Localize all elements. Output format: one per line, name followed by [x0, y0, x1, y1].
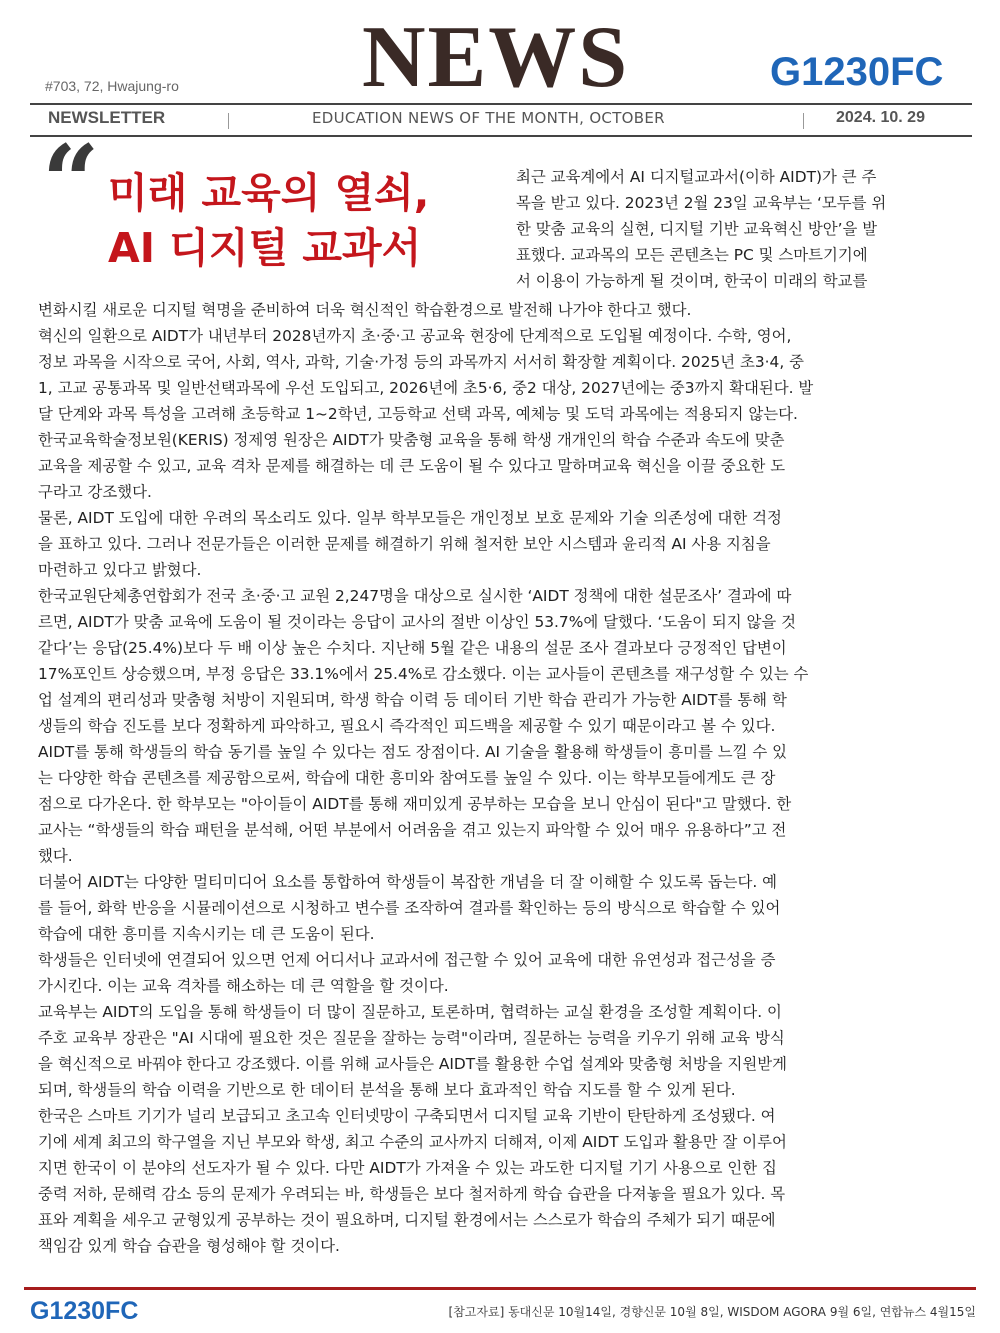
body-line: 주호 교육부 장관은 "AI 시대에 필요한 것은 질문을 잘하는 능력"이라며, 질문하는 능력을 키우기 위해 교육 방식 — [38, 1029, 785, 1047]
headline-line: 미래 교육의 열쇠, — [108, 169, 430, 217]
body-line: AIDT를 통해 학생들의 학습 동기를 높일 수 있다는 점도 장점이다. AI 기술을 활용해 학생들이 흥미를 느낄 수 있 — [38, 743, 788, 761]
masthead — [0, 0, 1000, 140]
section-label: NEWSLETTER — [48, 108, 166, 127]
bar-divider — [228, 113, 229, 129]
body-line: 기에 세계 최고의 학구열을 지닌 부모와 학생, 최고 수준의 교사까지 더해져, 이제 AIDT 도입과 활용만 잘 이루어 — [38, 1133, 787, 1151]
body-line: 같다’는 응답(25.4%)보다 두 배 이상 높은 수치다. 지난해 5월 같은 내용의 설문 조사 결과보다 긍정적인 답변이 — [38, 639, 787, 657]
footer-brand-logo: G1230FC — [30, 1297, 139, 1325]
body-line: 한국교육학술정보원(KERIS) 정제영 원장은 AIDT가 맞춤형 교육을 통해 학생 개개인의 학습 수준과 속도에 맞춘 — [38, 431, 785, 449]
body-line: 지면 한국이 이 분야의 선도자가 될 수 있다. 다만 AIDT가 가져올 수 있는 과도한 디지털 기기 사용으로 인한 집 — [38, 1159, 777, 1177]
brand-logo: G1230FC — [770, 50, 944, 94]
body-line: 가시킨다. 이는 교육 격차를 해소하는 데 큰 역할을 할 것이다. — [38, 977, 449, 995]
issue-date: 2024. 10. 29 — [836, 109, 925, 126]
body-line: 17%포인트 상승했으며, 부정 응답은 33.1%에서 25.4%로 감소했다. 이는 교사들이 콘텐츠를 재구성할 수 있는 수 — [38, 665, 809, 683]
address-text: #703, 72, Hwajung-ro — [45, 78, 179, 94]
body-line: 혁신의 일환으로 AIDT가 내년부터 2028년까지 초·중·고 공교육 현장에 단계적으로 도입될 예정이다. 수학, 영어, — [38, 327, 792, 345]
body-line: 를 들어, 화학 반응을 시뮬레이션으로 시청하고 변수를 조작하여 결과를 확인하는 등의 방식으로 학습할 수 있어 — [38, 899, 781, 917]
body-line: 변화시킬 새로운 디지털 혁명을 준비하여 더욱 혁신적인 학습환경으로 발전해 나가야 한다고 했다. — [38, 301, 692, 319]
body-line: 물론, AIDT 도입에 대한 우려의 목소리도 있다. 일부 학부모들은 개인정보 보호 문제와 기술 의존성에 대한 걱정 — [38, 509, 782, 527]
body-line: 달 단계와 과목 특성을 고려해 초등학교 1~2학년, 고등학교 선택 과목, 예체능 및 도덕 과목에는 적용되지 않는다. — [38, 405, 798, 423]
intro-line: 목을 받고 있다. 2023년 2월 23일 교육부는 ‘모두를 위 — [516, 194, 887, 212]
body-line: 했다. — [38, 847, 73, 865]
body-line: 업 설계의 편리성과 맞춤형 처방이 지원되며, 학생 학습 이력 등 데이터 기반 학습 관리가 가능한 AIDT를 통해 학 — [38, 691, 787, 709]
body-line: 구라고 강조했다. — [38, 483, 152, 501]
body-line: 학생들은 인터넷에 연결되어 있으면 언제 어디서나 교과서에 접근할 수 있어 교육에 대한 유연성과 접근성을 증 — [38, 951, 776, 969]
news-logo: NEWS — [362, 9, 630, 106]
body-line: 을 혁신적으로 바꿔야 한다고 강조했다. 이를 위해 교사들은 AIDT를 활용한 수업 설계와 맞춤형 처방을 지원받게 — [38, 1055, 787, 1073]
body-line: 교사는 “학생들의 학습 패턴을 분석해, 어떤 부분에서 어려움을 겪고 있는지 파악할 수 있어 매우 유용하다”고 전 — [38, 821, 787, 839]
body-line: 더불어 AIDT는 다양한 멀티미디어 요소를 통합하여 학생들이 복잡한 개념을 더 잘 이해할 수 있도록 돕는다. 예 — [38, 873, 778, 891]
article-intro — [516, 164, 962, 294]
body-line: 정보 과목을 시작으로 국어, 사회, 역사, 과학, 기술·가정 등의 과목까지 서서히 확장할 계획이다. 2025년 초3·4, 중 — [38, 353, 804, 371]
body-line: 한국은 스마트 기기가 널리 보급되고 초고속 인터넷망이 구축되면서 디지털 교육 기반이 탄탄하게 조성됐다. 여 — [38, 1107, 776, 1125]
intro-line: 표했다. 교과목의 모든 콘텐츠는 PC 및 스마트기기에 — [516, 246, 868, 264]
article-headline — [108, 166, 508, 276]
intro-line: 한 맞춤 교육의 실현, 디지털 기반 교육혁신 방안’을 발 — [516, 220, 878, 238]
body-line: 는 다양한 학습 콘텐츠를 제공함으로써, 학습에 대한 흥미와 참여도를 높일 수 있다. 이는 학부모들에게도 큰 장 — [38, 769, 776, 787]
bar-divider — [803, 113, 804, 129]
intro-line: 서 이용이 가능하게 될 것이며, 한국이 미래의 학교를 — [516, 272, 868, 290]
references-text: [참고자료] 동대신문 10월14일, 경향신문 10월 8일, WISDOM AGORA 9월 6일, 연합뉴스 4월15일 — [448, 1305, 976, 1319]
body-line: 되며, 학생들의 학습 이력을 기반으로 한 데이터 분석을 통해 보다 효과적인 학습 지도를 할 수 있게 된다. — [38, 1081, 736, 1099]
body-line: 점으로 다가온다. 한 학부모는 "아이들이 AIDT를 통해 재미있게 공부하는 모습을 보니 안심이 된다"고 말했다. 한 — [38, 795, 792, 813]
footer-rule — [24, 1287, 976, 1290]
body-line: 책임감 있게 학습 습관을 형성해야 할 것이다. — [38, 1237, 340, 1255]
body-line: 교육을 제공할 수 있고, 교육 격차 문제를 해결하는 데 큰 도움이 될 수 있다고 말하며교육 혁신을 이끌 중요한 도 — [38, 457, 786, 475]
body-line: 마련하고 있다고 밝혔다. — [38, 561, 202, 579]
body-line: 1, 고교 공통과목 및 일반선택과목에 우선 도입되고, 2026년에 초5·6, 중2 대상, 2027년에는 중3까지 확대된다. 발 — [38, 379, 814, 397]
body-line: 르면, AIDT가 맞춤 교육에 도움이 될 것이라는 응답이 교사의 절반 이상인 53.7%에 달했다. ‘도움이 되지 않을 것 — [38, 613, 796, 631]
quote-mark-icon: “ — [42, 123, 100, 241]
intro-line: 최근 교육계에서 AI 디지털교과서(이하 AIDT)가 큰 주 — [516, 168, 877, 186]
issue-subtitle: EDUCATION NEWS OF THE MONTH, OCTOBER — [312, 109, 665, 127]
newsletter-bar — [30, 103, 972, 137]
body-line: 생들의 학습 진도를 보다 정확하게 파악하고, 필요시 즉각적인 피드백을 제공할 수 있기 때문이라고 볼 수 있다. — [38, 717, 776, 735]
body-line: 한국교원단체총연합회가 전국 초·중·고 교원 2,247명을 대상으로 실시한 ‘AIDT 정책에 대한 설문조사’ 결과에 따 — [38, 587, 792, 605]
body-line: 학습에 대한 흥미를 지속시키는 데 큰 도움이 된다. — [38, 925, 375, 943]
headline-line: AI 디지털 교과서 — [108, 224, 422, 272]
body-line: 중력 저하, 문해력 감소 등의 문제가 우려되는 바, 학생들은 보다 철저하게 학습 습관을 다져놓을 필요가 있다. 목 — [38, 1185, 786, 1203]
body-line: 을 표하고 있다. 그러나 전문가들은 이러한 문제를 해결하기 위해 철저한 보안 시스템과 윤리적 AI 사용 지침을 — [38, 535, 771, 553]
body-line: 교육부는 AIDT의 도입을 통해 학생들이 더 많이 질문하고, 토론하며, 협력하는 교실 환경을 조성할 계획이다. 이 — [38, 1003, 782, 1021]
article-body — [38, 297, 962, 1259]
body-line: 표와 계획을 세우고 균형있게 공부하는 것이 필요하며, 디지털 환경에서는 스스로가 학습의 주체가 되기 때문에 — [38, 1211, 776, 1229]
